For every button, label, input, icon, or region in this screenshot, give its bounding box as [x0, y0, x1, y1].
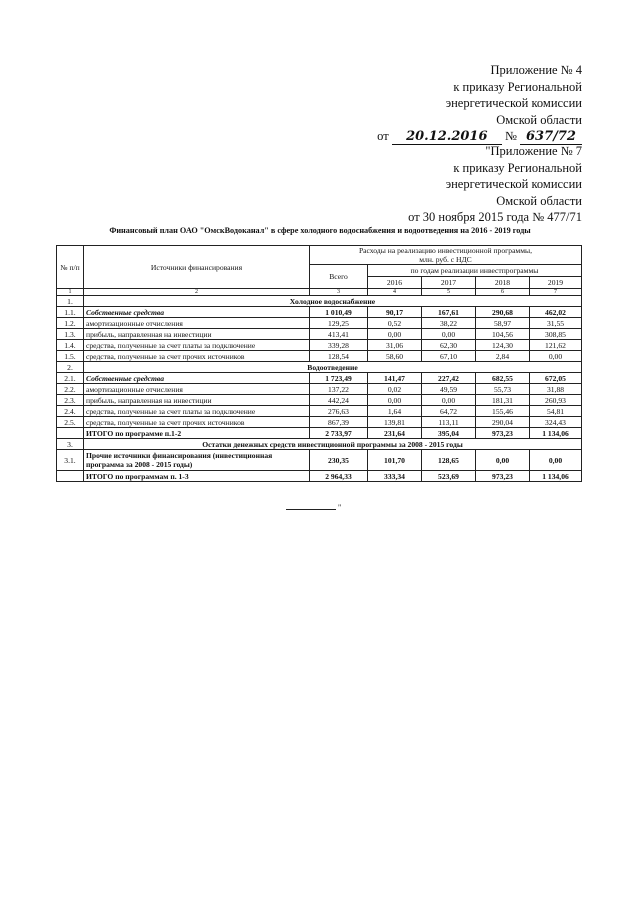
header-units: млн. руб. с НДС: [419, 255, 472, 264]
appendix-7-region-line: Омской области: [496, 193, 582, 208]
cell-value: 58,60: [368, 351, 422, 362]
table-row: [57, 329, 582, 340]
header-num: № п/п: [57, 246, 84, 289]
cell-value: 395,04: [422, 428, 476, 439]
cell-value: 672,05: [530, 373, 582, 384]
row-num: 1.2.: [57, 318, 84, 329]
row-num-empty: [57, 471, 84, 482]
financial-plan-table: [56, 245, 582, 482]
cell-value: 290,04: [476, 417, 530, 428]
row-name: средства, полученные за счет платы за подключение: [84, 406, 310, 417]
appendix-4-title: Приложение № 4: [490, 63, 582, 77]
cell-value: 973,23: [476, 428, 530, 439]
section-num: 3.: [57, 439, 84, 450]
cell-value: 128,65: [422, 450, 476, 471]
cell-value: 0,00: [422, 395, 476, 406]
header-expenses-title: Расходы на реализацию инвестиционной программы,: [358, 246, 533, 255]
cell-value: 64,72: [422, 406, 476, 417]
cell-value: 523,69: [422, 471, 476, 482]
cell-value: 2 964,33: [310, 471, 368, 482]
row-num: 3.1.: [57, 450, 84, 471]
handwritten-number: 637/72: [520, 130, 582, 145]
row-name: амортизационные отчисления: [84, 318, 310, 329]
row-num: 2.1.: [57, 373, 84, 384]
cell-value: 682,55: [476, 373, 530, 384]
appendix-4-order-line: к приказу Региональной: [453, 79, 582, 94]
handwritten-date: 20.12.2016: [392, 130, 502, 145]
section-row: [57, 439, 582, 450]
row-name: Собственные средства: [84, 373, 310, 384]
table-row: [57, 373, 582, 384]
row-name: средства, полученные за счет платы за подключение: [84, 340, 310, 351]
cell-value: 31,88: [530, 384, 582, 395]
cell-value: 2,84: [476, 351, 530, 362]
header-year: 2017: [422, 277, 476, 289]
cell-value: 121,62: [530, 340, 582, 351]
cell-value: 227,42: [422, 373, 476, 384]
column-number: 7: [530, 289, 582, 296]
section-num: 1.: [57, 296, 84, 307]
appendix-4-commission-line: энергетической комиссии: [445, 96, 582, 111]
cell-value: 139,81: [368, 417, 422, 428]
appendix-7-order-line: к приказу Региональной: [453, 160, 582, 175]
appendix-4-header: [377, 62, 582, 145]
cell-value: 230,35: [310, 450, 368, 471]
cell-value: 442,24: [310, 395, 368, 406]
cell-value: 0,52: [368, 318, 422, 329]
section-title: Остатки денежных средств инвестиционной программы за 2008 - 2015 годы: [84, 439, 582, 450]
header-year: 2016: [368, 277, 422, 289]
cell-value: 58,97: [476, 318, 530, 329]
cell-value: 128,54: [310, 351, 368, 362]
cell-value: 0,00: [476, 450, 530, 471]
from-label: от: [377, 129, 389, 144]
row-num: 2.2.: [57, 384, 84, 395]
cell-value: 141,47: [368, 373, 422, 384]
cell-value: 290,68: [476, 307, 530, 318]
row-num-empty: [57, 428, 84, 439]
cell-value: 62,30: [422, 340, 476, 351]
header-year: 2019: [530, 277, 582, 289]
cell-value: 0,02: [368, 384, 422, 395]
cell-value: 1 134,06: [530, 471, 582, 482]
table-row: [57, 395, 582, 406]
row-num: 2.4.: [57, 406, 84, 417]
appendix-7-title: "Приложение № 7: [485, 144, 582, 158]
section-row: [57, 362, 582, 373]
cell-value: 333,34: [368, 471, 422, 482]
row-num: 1.5.: [57, 351, 84, 362]
cell-value: 67,10: [422, 351, 476, 362]
cell-value: 137,22: [310, 384, 368, 395]
cell-value: 167,61: [422, 307, 476, 318]
appendix-4-region-line: Омской области: [496, 112, 582, 127]
cell-value: 1,64: [368, 406, 422, 417]
cell-value: 90,17: [368, 307, 422, 318]
appendix-7-date-line: от 30 ноября 2015 года № 477/71: [408, 210, 582, 225]
table-row: [57, 384, 582, 395]
cell-value: 1 723,49: [310, 373, 368, 384]
cell-value: 2 733,97: [310, 428, 368, 439]
column-numbers-row: [57, 289, 582, 296]
header-source: Источники финансирования: [84, 246, 310, 289]
cell-value: 129,25: [310, 318, 368, 329]
row-num: 1.4.: [57, 340, 84, 351]
cell-value: 0,00: [530, 351, 582, 362]
cell-value: 1 134,06: [530, 428, 582, 439]
cell-value: 231,64: [368, 428, 422, 439]
number-label: №: [504, 129, 517, 144]
row-name: средства, полученные за счет прочих источников: [84, 351, 310, 362]
footer-closing-quote: ": [338, 503, 342, 512]
table-row: [57, 318, 582, 329]
cell-value: 38,22: [422, 318, 476, 329]
row-num: 1.1.: [57, 307, 84, 318]
cell-value: 0,00: [422, 329, 476, 340]
cell-value: 155,46: [476, 406, 530, 417]
header-by-years: по годам реализации инвестпрограммы: [368, 265, 582, 277]
cell-value: 101,70: [368, 450, 422, 471]
section-row: [57, 296, 582, 307]
cell-value: 181,31: [476, 395, 530, 406]
cell-value: 324,43: [530, 417, 582, 428]
cell-value: 55,73: [476, 384, 530, 395]
header-year: 2018: [476, 277, 530, 289]
cell-value: 973,23: [476, 471, 530, 482]
row-name: ИТОГО по программам п. 1-3: [84, 471, 310, 482]
cell-value: 462,02: [530, 307, 582, 318]
section-title: Холодное водоснабжение: [84, 296, 582, 307]
cell-value: 0,00: [368, 395, 422, 406]
row-num: 2.5.: [57, 417, 84, 428]
row-name: прибыль, направленная на инвестиции: [84, 329, 310, 340]
cell-value: 308,85: [530, 329, 582, 340]
document-title: Финансовый план ОАО "ОмскВодоканал" в сфере холодного водоснабжения и водоотведения на 2016 - 2019 годы: [109, 226, 531, 235]
section-title: Водоотведение: [84, 362, 582, 373]
header-total: Всего: [310, 265, 368, 289]
table-row: [57, 351, 582, 362]
row-name: ИТОГО по программе п.1-2: [84, 428, 310, 439]
header-expenses: [310, 246, 582, 265]
cell-value: 276,63: [310, 406, 368, 417]
row-name: прибыль, направленная на инвестиции: [84, 395, 310, 406]
table-row: [57, 417, 582, 428]
table-row: [57, 307, 582, 318]
cell-value: 339,28: [310, 340, 368, 351]
row-name: Собственные средства: [84, 307, 310, 318]
cell-value: 31,55: [530, 318, 582, 329]
cell-value: 124,30: [476, 340, 530, 351]
column-number: 1: [57, 289, 84, 296]
cell-value: 0,00: [368, 329, 422, 340]
cell-value: 867,39: [310, 417, 368, 428]
cell-value: 104,56: [476, 329, 530, 340]
total-row: [57, 428, 582, 439]
table-row: [57, 450, 582, 471]
appendix-7-commission-line: энергетической комиссии: [445, 177, 582, 192]
cell-value: 113,11: [422, 417, 476, 428]
cell-value: 1 010,49: [310, 307, 368, 318]
column-number: 4: [368, 289, 422, 296]
row-num: 1.3.: [57, 329, 84, 340]
column-number: 6: [476, 289, 530, 296]
row-name: Прочие источники финансирования (инвестиционная программа за 2008 - 2015 годы): [84, 450, 310, 471]
cell-value: 49,59: [422, 384, 476, 395]
row-name: средства, полученные за счет прочих источников: [84, 417, 310, 428]
row-name: амортизационные отчисления: [84, 384, 310, 395]
appendix-7-header: [408, 143, 582, 226]
cell-value: 260,93: [530, 395, 582, 406]
section-num: 2.: [57, 362, 84, 373]
cell-value: 54,81: [530, 406, 582, 417]
total-row: [57, 471, 582, 482]
column-number: 3: [310, 289, 368, 296]
column-number: 2: [84, 289, 310, 296]
footer-divider: [286, 509, 336, 510]
cell-value: 0,00: [530, 450, 582, 471]
table-row: [57, 406, 582, 417]
table-row: [57, 340, 582, 351]
column-number: 5: [422, 289, 476, 296]
row-num: 2.3.: [57, 395, 84, 406]
cell-value: 413,41: [310, 329, 368, 340]
cell-value: 31,06: [368, 340, 422, 351]
